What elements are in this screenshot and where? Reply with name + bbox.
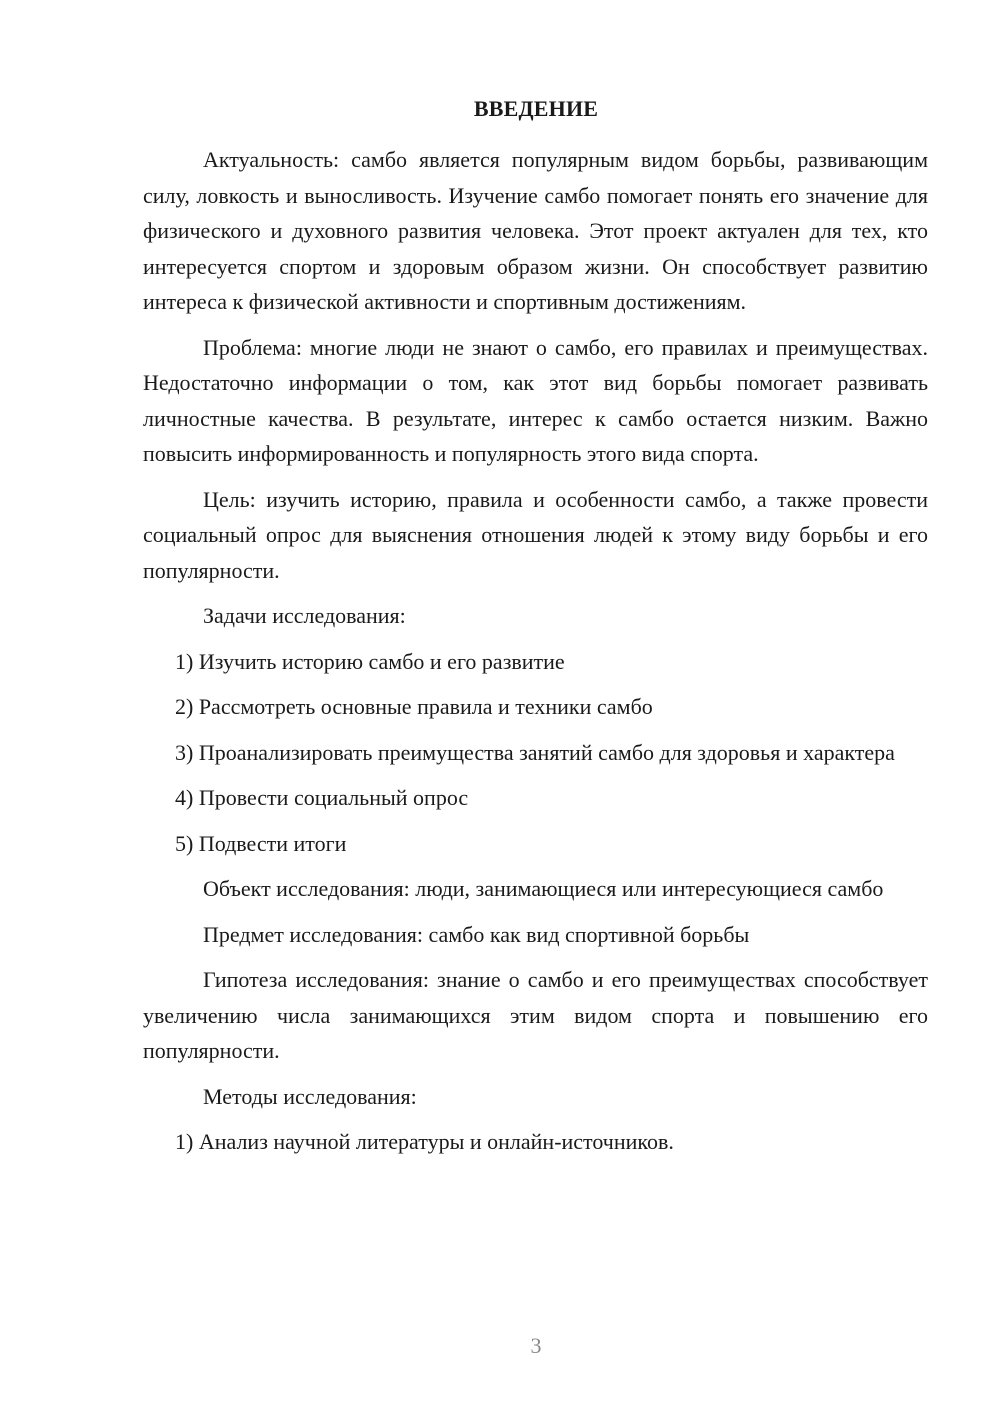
- method-item: 1) Анализ научной литературы и онлайн-источников.: [175, 1129, 674, 1154]
- page-number: 3: [530, 1333, 542, 1358]
- subject-paragraph: Предмет исследования: самбо как вид спортивной борьбы: [203, 921, 750, 947]
- problem-paragraph: Проблема: многие люди не знают о самбо, его правилах и преимуществах. Недостаточно информации о том, как этот вид борьбы помогает развивать личностные качества. В результате, интерес к самбо остается низким. Важно повысить информированность и популярность этого вида спорта.: [143, 334, 928, 466]
- task-item: 4) Провести социальный опрос: [175, 785, 469, 810]
- task-item: 3) Проанализировать преимущества занятий самбо для здоровья и характера: [175, 739, 895, 765]
- object-paragraph: Объект исследования: люди, занимающиеся или интересующиеся самбо: [203, 876, 884, 901]
- tasks-heading: Задачи исследования:: [203, 603, 406, 628]
- task-item: 2) Рассмотреть основные правила и техники самбо: [175, 694, 653, 719]
- task-item: 5) Подвести итоги: [175, 830, 347, 856]
- hypothesis-paragraph: Гипотеза исследования: знание о самбо и его преимуществах способствует увеличению числа занимающихся этим видом спорта и повышению его популярности.: [143, 967, 928, 1063]
- page-title: ВВЕДЕНИЕ: [473, 96, 599, 121]
- goal-paragraph: Цель: изучить историю, правила и особенности самбо, а также провести социальный опрос для выяснения отношения людей к этому виду борьбы и его популярности.: [143, 486, 928, 583]
- document-body: [143, 142, 928, 1170]
- relevance-paragraph: Актуальность: самбо является популярным видом борьбы, развивающим силу, ловкость и выносливость. Изучение самбо помогает понять его значение для физического и духовного развития человека. Этот проект актуален для тех, кто интересуется спортом и здоровым образом жизни. Он способствует развитию интереса к физической активности и спортивным достижениям.: [143, 147, 928, 314]
- methods-heading: Методы исследования:: [203, 1083, 417, 1109]
- task-item: 1) Изучить историю самбо и его развитие: [175, 648, 565, 674]
